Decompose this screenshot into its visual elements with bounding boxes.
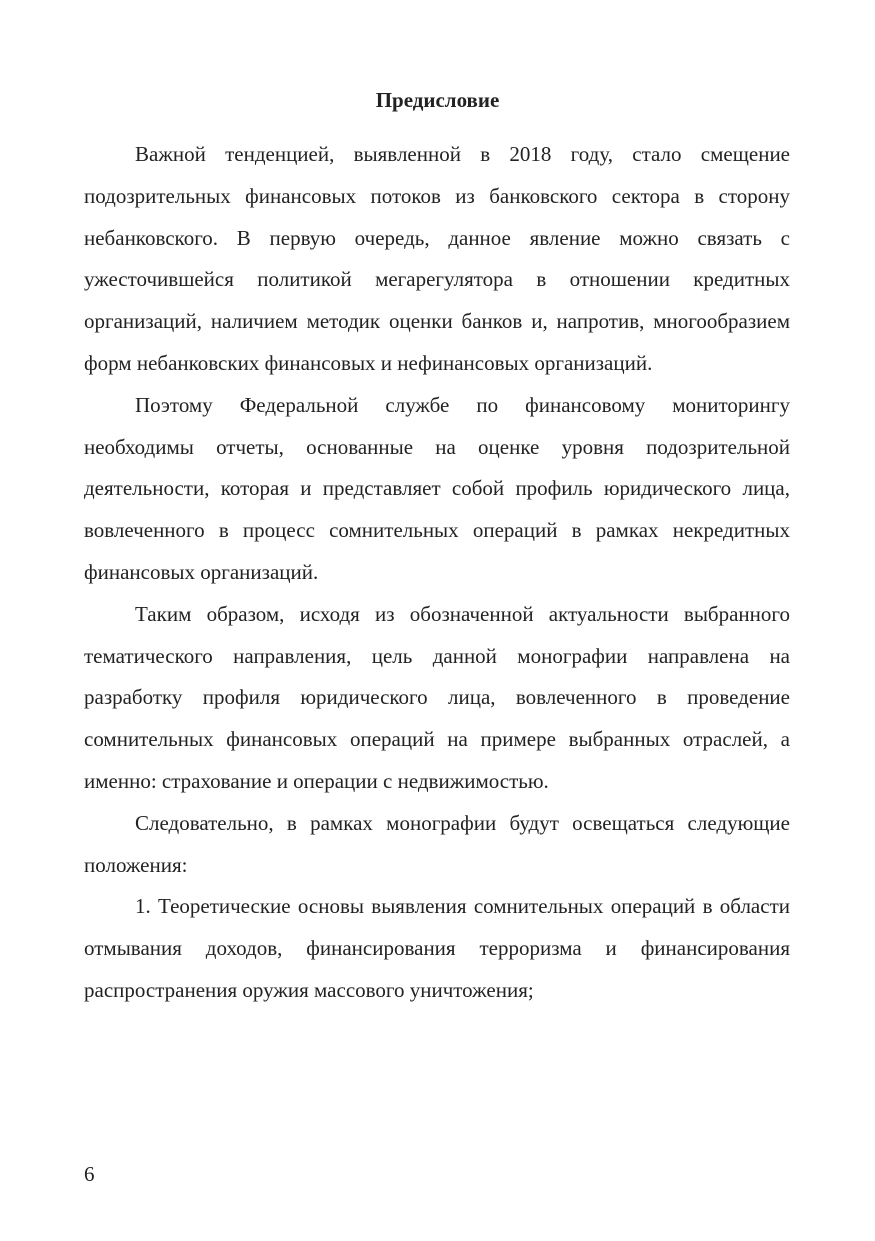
document-body: [84, 134, 790, 1012]
paragraph-1: Важной тенденцией, выявленной в 2018 году, стало смещение подозрительных финансовых потоков из банковского сектора в сторону небанковского. В первую очередь, данное явление можно связать с ужесточившейся политикой мегарегулятора в отношении кредитных организаций, наличием методик оценки банков и, напротив, многообразием форм небанковских финансовых и нефинансовых организаций.: [84, 142, 790, 375]
paragraph-3: Таким образом, исходя из обозначенной актуальности выбранного тематического направления, цель данной монографии направлена на разработку профиля юридического лица, вовлеченного в проведение сомнительных финансовых операций на примере выбранных отраслей, а именно: страхование и операции с недвижимостью.: [84, 601, 790, 793]
paragraph-5-list-item: 1. Теоретические основы выявления сомнительных операций в области отмывания доходов, финансирования терроризма и финансирования распространения оружия массового уничтожения;: [84, 894, 790, 1002]
page-number: 6: [84, 1162, 95, 1186]
paragraph-2: Поэтому Федеральной службе по финансовому мониторингу необходимы отчеты, основанные на оценке уровня подозрительной деятельности, которая и представляет собой профиль юридического лица, вовлеченного в процесс сомнительных операций в рамках некредитных финансовых организаций.: [84, 392, 790, 584]
page-title: Предисловие: [375, 88, 500, 112]
paragraph-4: Следовательно, в рамках монографии будут освещаться следующие положения:: [84, 810, 790, 877]
